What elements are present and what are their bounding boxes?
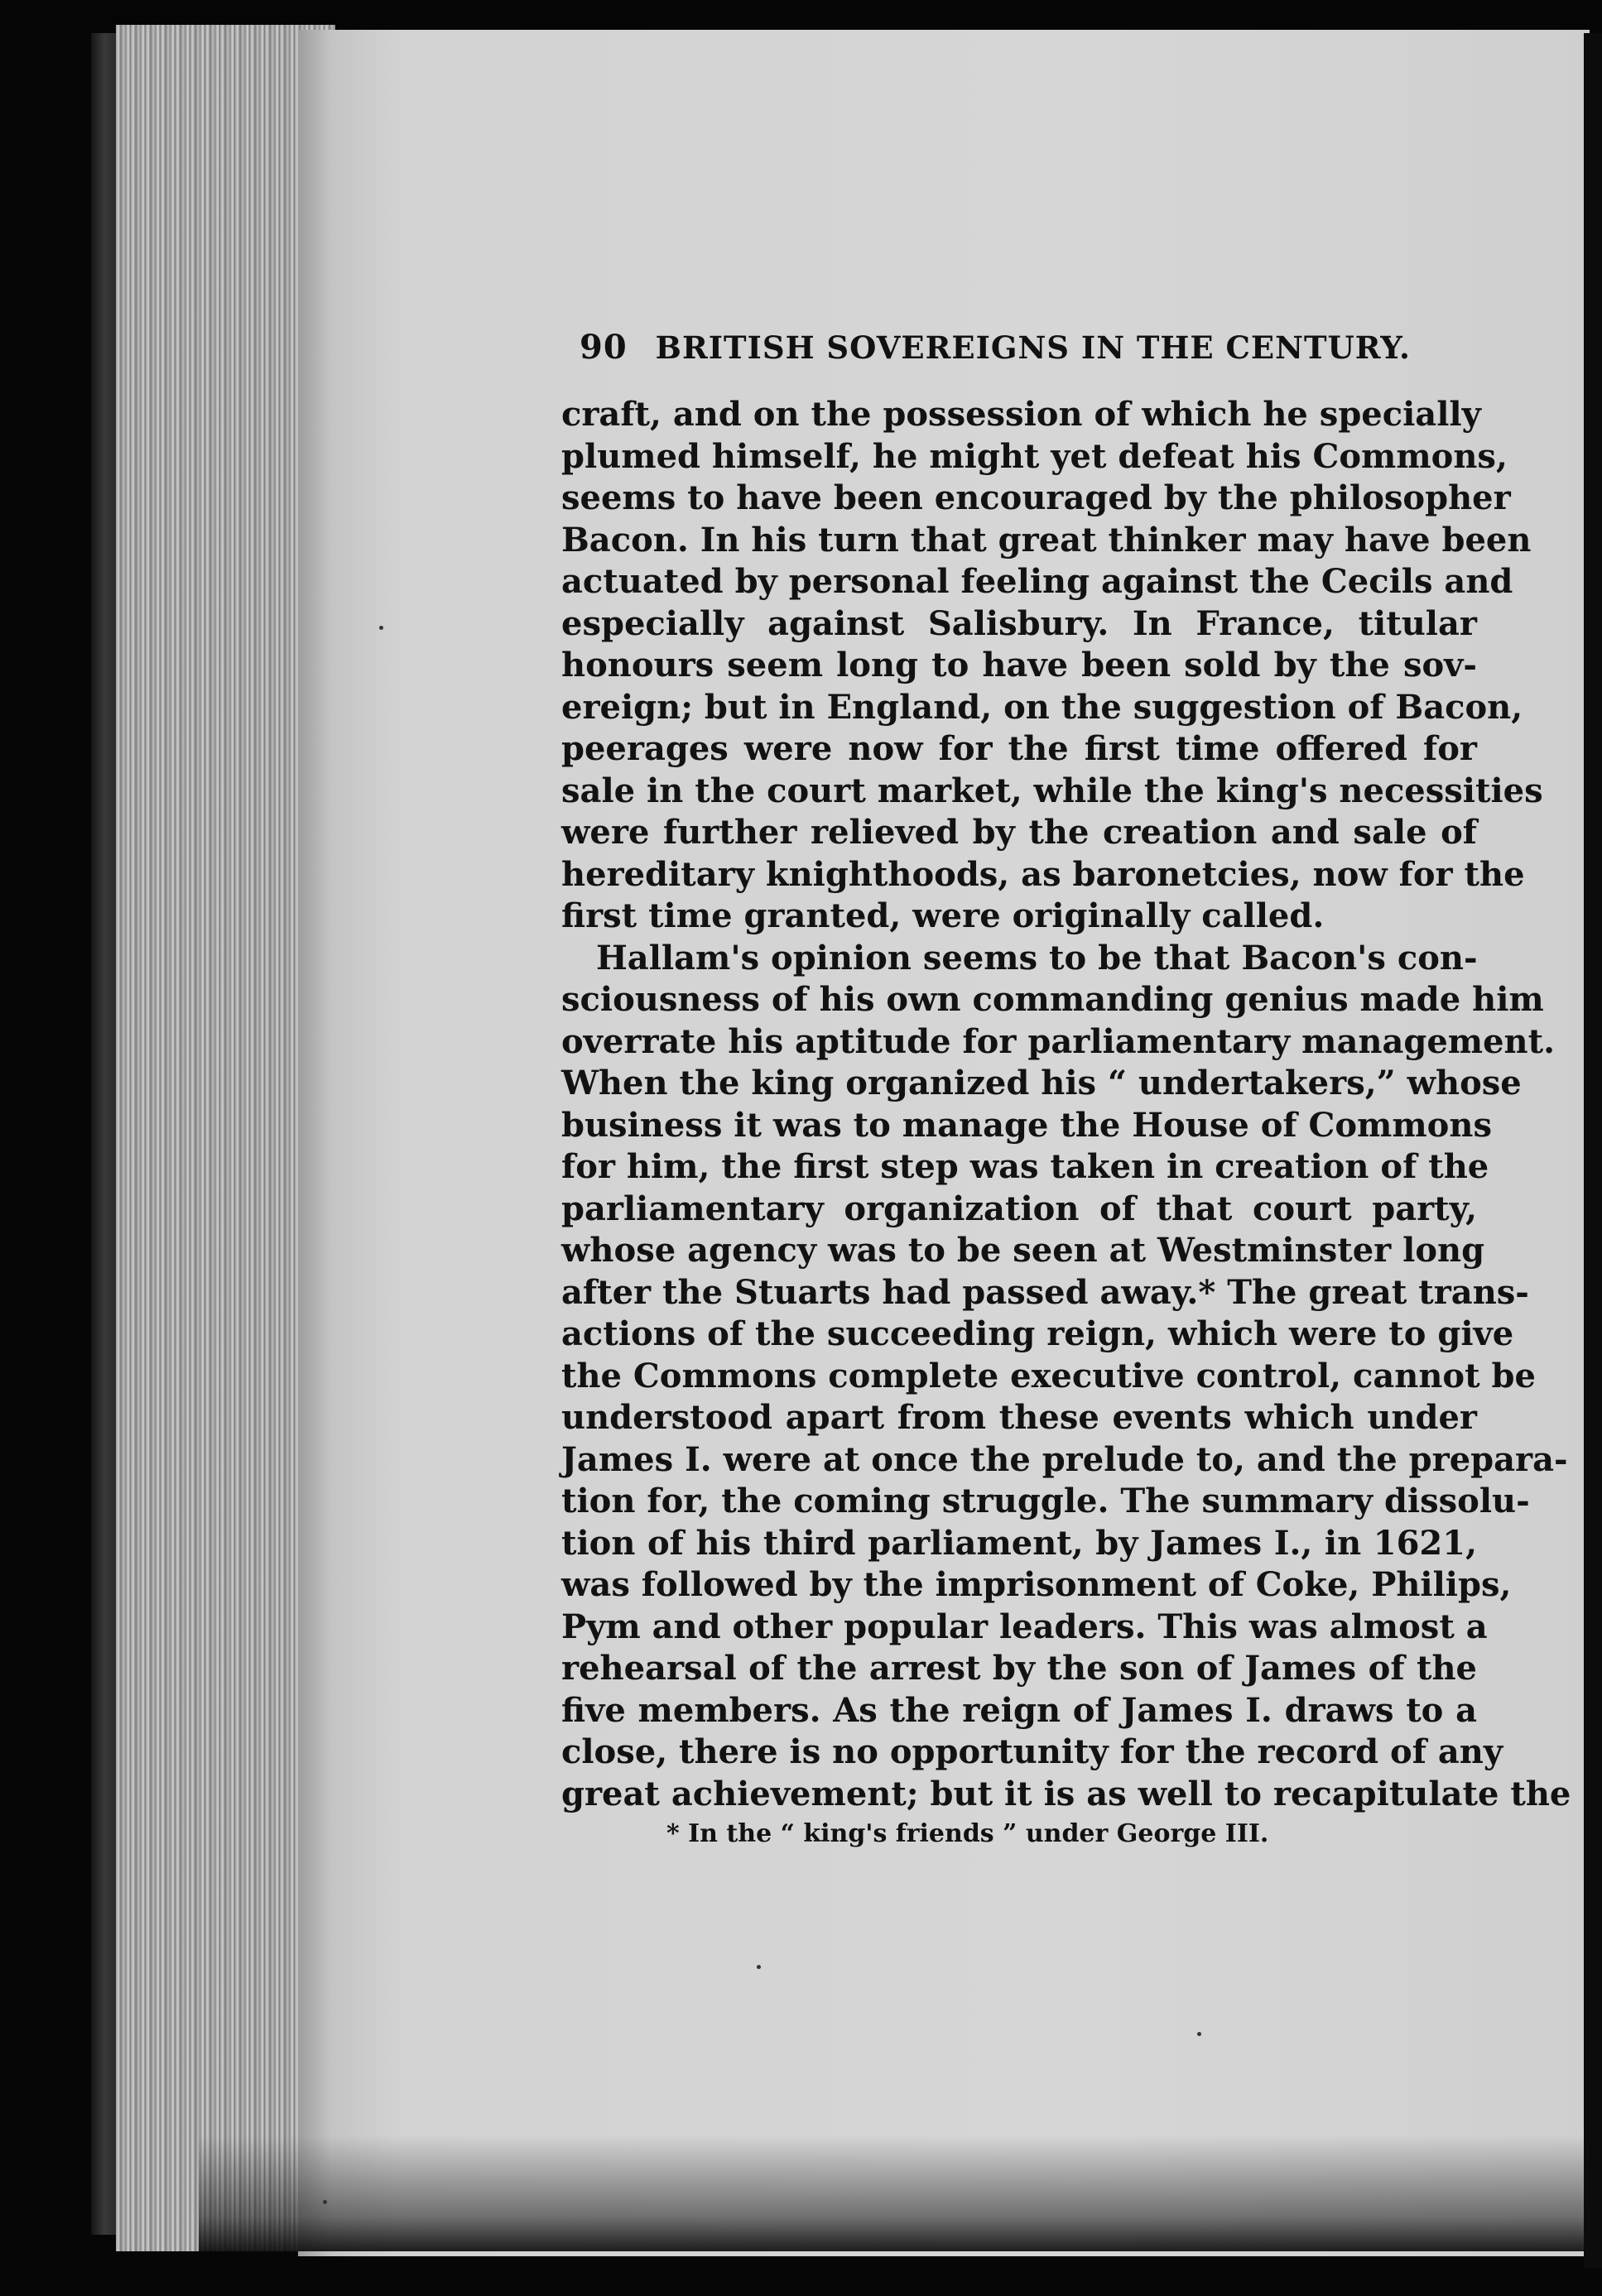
page-number: 90 [580, 328, 628, 367]
text-line: craft, and on the possession of which he specially [561, 395, 1481, 434]
text-line: overrate his aptitude for parliamentary management. [561, 1021, 1556, 1061]
text-line: the Commons complete executive control, cannot be [561, 1356, 1536, 1395]
text-line: parliamentary organization of that court party, [561, 1189, 1477, 1228]
text-line: for him, the first step was taken in creation of the [561, 1147, 1489, 1186]
text-line: close, there is no opportunity for the record of any [561, 1732, 1503, 1771]
scan-border-right [1584, 33, 1602, 2268]
paragraph-1 [561, 394, 1543, 938]
scan-speck [323, 2200, 327, 2204]
text-line: Bacon. In his turn that great thinker may have been [561, 520, 1532, 560]
text-line: business it was to manage the House of Commons [561, 1105, 1492, 1145]
running-head-title: BRITISH SOVEREIGNS IN THE CENTURY. [655, 329, 1411, 366]
text-line: peerages were now for the first time offered for [561, 729, 1477, 768]
text-line: was followed by the imprisonment of Coke, Philips, [561, 1565, 1512, 1604]
text-line: understood apart from these events which under [561, 1398, 1477, 1437]
text-line: were further relieved by the creation and sale of [561, 813, 1477, 852]
body-text [561, 394, 1571, 1815]
text-line: rehearsal of the arrest by the son of James of the [561, 1649, 1477, 1688]
text-line: James I. were at once the prelude to, and the prepara- [561, 1439, 1568, 1479]
text-line: great achievement; but it is as well to recapitulate the [561, 1774, 1571, 1813]
footnote: * In the “ king's friends ” under George III. [666, 1819, 1269, 1848]
text-line: When the king organized his “ undertakers,” whose [561, 1064, 1522, 1102]
text-line: sale in the court market, while the king's necessities [561, 771, 1543, 810]
text-line: after the Stuarts had passed away.* The great trans- [561, 1272, 1529, 1312]
scan-speck [757, 1965, 761, 1969]
text-line: actions of the succeeding reign, which were to give [561, 1314, 1514, 1353]
paragraph-2 [561, 938, 1571, 1816]
text-line: sciousness of his own commanding genius made him [561, 980, 1544, 1019]
scan-speck [379, 626, 383, 630]
text-line: hereditary knighthoods, as baronetcies, now for the [561, 854, 1525, 894]
text-line: ereign; but in England, on the suggestion of Bacon, [561, 687, 1523, 727]
text-line: Pym and other popular leaders. This was almost a [561, 1607, 1488, 1646]
running-head [580, 328, 1411, 367]
text-line: especially against Salisbury. In France, titular [561, 603, 1477, 643]
text-line: actuated by personal feeling against the Cecils and [561, 562, 1513, 601]
text-line: tion for, the coming struggle. The summary dissolu- [561, 1482, 1530, 1520]
text-line: tion of his third parliament, by James I., in 1621, [561, 1523, 1477, 1563]
text-line: seems to have been encouraged by the philosopher [561, 478, 1511, 517]
scan-border-top [0, 0, 1602, 25]
text-line: Hallam's opinion seems to be that Bacon's con- [596, 938, 1478, 977]
text-line: whose agency was to be seen at Westminster long [561, 1231, 1485, 1270]
text-line: first time granted, were originally called. [561, 896, 1325, 935]
text-line: five members. As the reign of James I. draws to a [561, 1690, 1477, 1730]
text-line: plumed himself, he might yet defeat his Commons, [561, 436, 1508, 476]
text-line: honours seem long to have been sold by the sov- [561, 646, 1477, 684]
page-bottom-shadow [199, 2135, 1590, 2251]
scan-speck [1197, 2032, 1201, 2036]
